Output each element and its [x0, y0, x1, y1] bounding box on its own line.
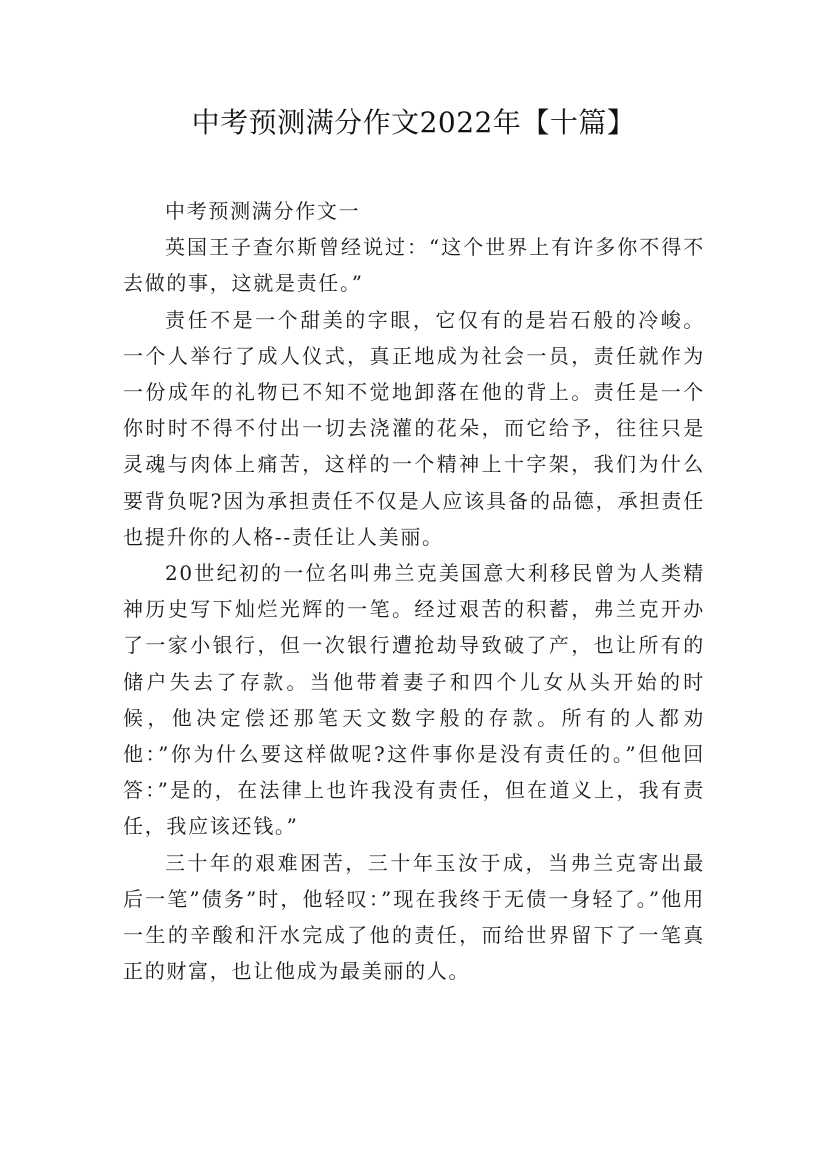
- section-heading: 中考预测满分作文一: [165, 199, 361, 223]
- paragraph: 责任不是一个甜美的字眼，它仅有的是岩石般的冷峻。一个人举行了成人仪式，真正地成为社会一员，责任就作为一份成年的礼物已不知不觉地卸落在他的背上。责任是一个你时时不得不付出一切去浇灌的花朵，而它给予，往往只是灵魂与肉体上痛苦，这样的一个精神上十字架，我们为什么要背负呢?因为承担责任不仅是人应该具备的品德，承担责任也提升你的人格--责任让人美丽。: [123, 307, 705, 549]
- document-body: [123, 193, 705, 989]
- document-title: 中考预测满分作文2022年【十篇】: [191, 106, 636, 139]
- paragraph: 20世纪初的一位名叫弗兰克美国意大利移民曾为人类精神历史写下灿烂光辉的一笔。经过艰苦的积蓄，弗兰克开办了一家小银行，但一次银行遭抢劫导致破了产，也让所有的储户失去了存款。当他带着妻子和四个儿女从头开始的时候，他决定偿还那笔天文数字般的存款。所有的人都劝他：”你为什么要这样做呢?这件事你是没有责任的。”但他回答：”是的，在法律上也许我没有责任，但在道义上，我有责任，我应该还钱。”: [123, 561, 705, 839]
- paragraph: 英国王子查尔斯曾经说过：“这个世界上有许多你不得不去做的事，这就是责任。”: [123, 235, 705, 296]
- paragraph: 三十年的艰难困苦，三十年玉汝于成，当弗兰克寄出最后一笔”债务”时，他轻叹：”现在我终于无债一身轻了。”他用一生的辛酸和汗水完成了他的责任，而给世界留下了一笔真正的财富，也让他成为最美丽的人。: [123, 850, 705, 984]
